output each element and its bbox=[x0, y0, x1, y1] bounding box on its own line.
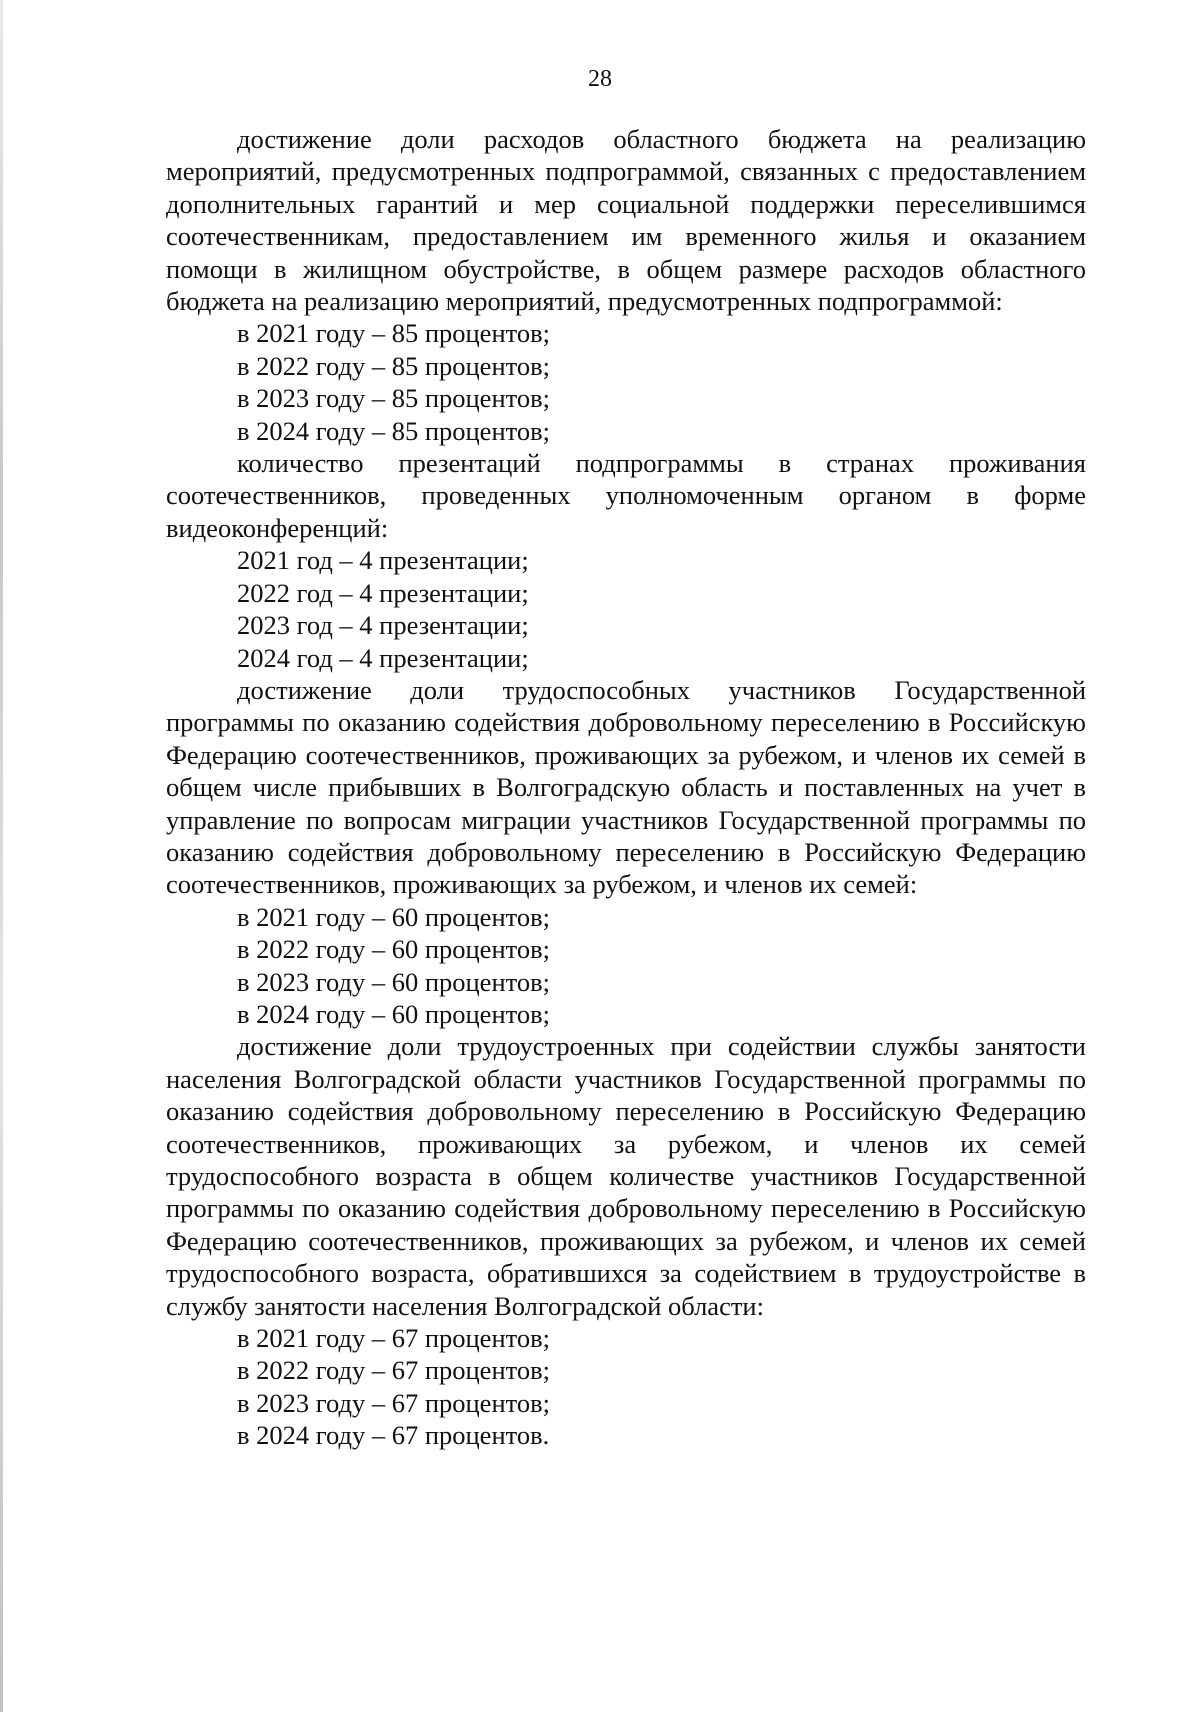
list-item: в 2023 году – 67 процентов; bbox=[237, 1387, 550, 1418]
list-item: в 2021 году – 67 процентов; bbox=[237, 1323, 550, 1354]
paragraph-budget-share: достижение доли расходов областного бюджета на реализацию мероприятий, предусмотренных подпрограммой, связанных с предоставлением дополнительных гарантий и мер социальной поддержки переселившимся соотечественникам, предоставлением им временного жилья и оказанием помощи в жилищном обустройстве, в общем размере расходов областного бюджета на реализацию мероприятий, предусмотренных подпрограммой: bbox=[166, 124, 1086, 317]
list-item: в 2022 году – 67 процентов; bbox=[237, 1355, 550, 1386]
list-item: в 2024 году – 67 процентов. bbox=[237, 1420, 550, 1451]
list-item: в 2023 году – 85 процентов; bbox=[237, 383, 550, 414]
page-number: 28 bbox=[588, 66, 612, 92]
list-item: в 2023 году – 60 процентов; bbox=[237, 966, 550, 997]
list-item: 2021 год – 4 презентации; bbox=[237, 545, 529, 576]
list-item: 2024 год – 4 презентации; bbox=[237, 642, 529, 673]
list-item: 2023 год – 4 презентации; bbox=[237, 610, 529, 641]
list-item: в 2021 году – 85 процентов; bbox=[237, 318, 550, 349]
list-item: в 2022 году – 85 процентов; bbox=[237, 350, 550, 381]
list-item: 2022 год – 4 презентации; bbox=[237, 577, 529, 608]
list-item: в 2024 году – 85 процентов; bbox=[237, 415, 550, 446]
document-body bbox=[166, 123, 1086, 1452]
list-item: в 2024 году – 60 процентов; bbox=[237, 998, 550, 1029]
list-item: в 2021 году – 60 процентов; bbox=[237, 901, 550, 932]
paragraph-employed-share: достижение доли трудоустроенных при содействии службы занятости населения Волгоградской области участников Государственной программы по оказанию содействия добровольному переселению в Российскую Федерацию соотечественников, проживающих за рубежом, и членов их семей трудоспособного возраста в общем количестве участников Государственной программы по оказанию содействия добровольному переселению в Российскую Федерацию соотечественников, проживающих за рубежом, и членов их семей трудоспособного возраста, обратившихся за содействием в трудоустройстве в службу занятости населения Волгоградской области: bbox=[166, 1031, 1086, 1321]
paragraph-presentations: количество презентаций подпрограммы в странах проживания соотечественников, проведенных уполномоченным органом в форме видеоконференций: bbox=[166, 448, 1086, 543]
scan-edge-shadow bbox=[0, 0, 3, 1712]
paragraph-able-bodied-share: достижение доли трудоспособных участников Государственной программы по оказанию содействия добровольному переселению в Российскую Федерацию соотечественников, проживающих за рубежом, и членов их семей в общем числе прибывших в Волгоградскую область и поставленных на учет в управление по вопросам миграции участников Государственной программы по оказанию содействия добровольному переселению в Российскую Федерацию соотечественников, проживающих за рубежом, и членов их семей: bbox=[166, 674, 1086, 900]
list-item: в 2022 году – 60 процентов; bbox=[237, 934, 550, 965]
